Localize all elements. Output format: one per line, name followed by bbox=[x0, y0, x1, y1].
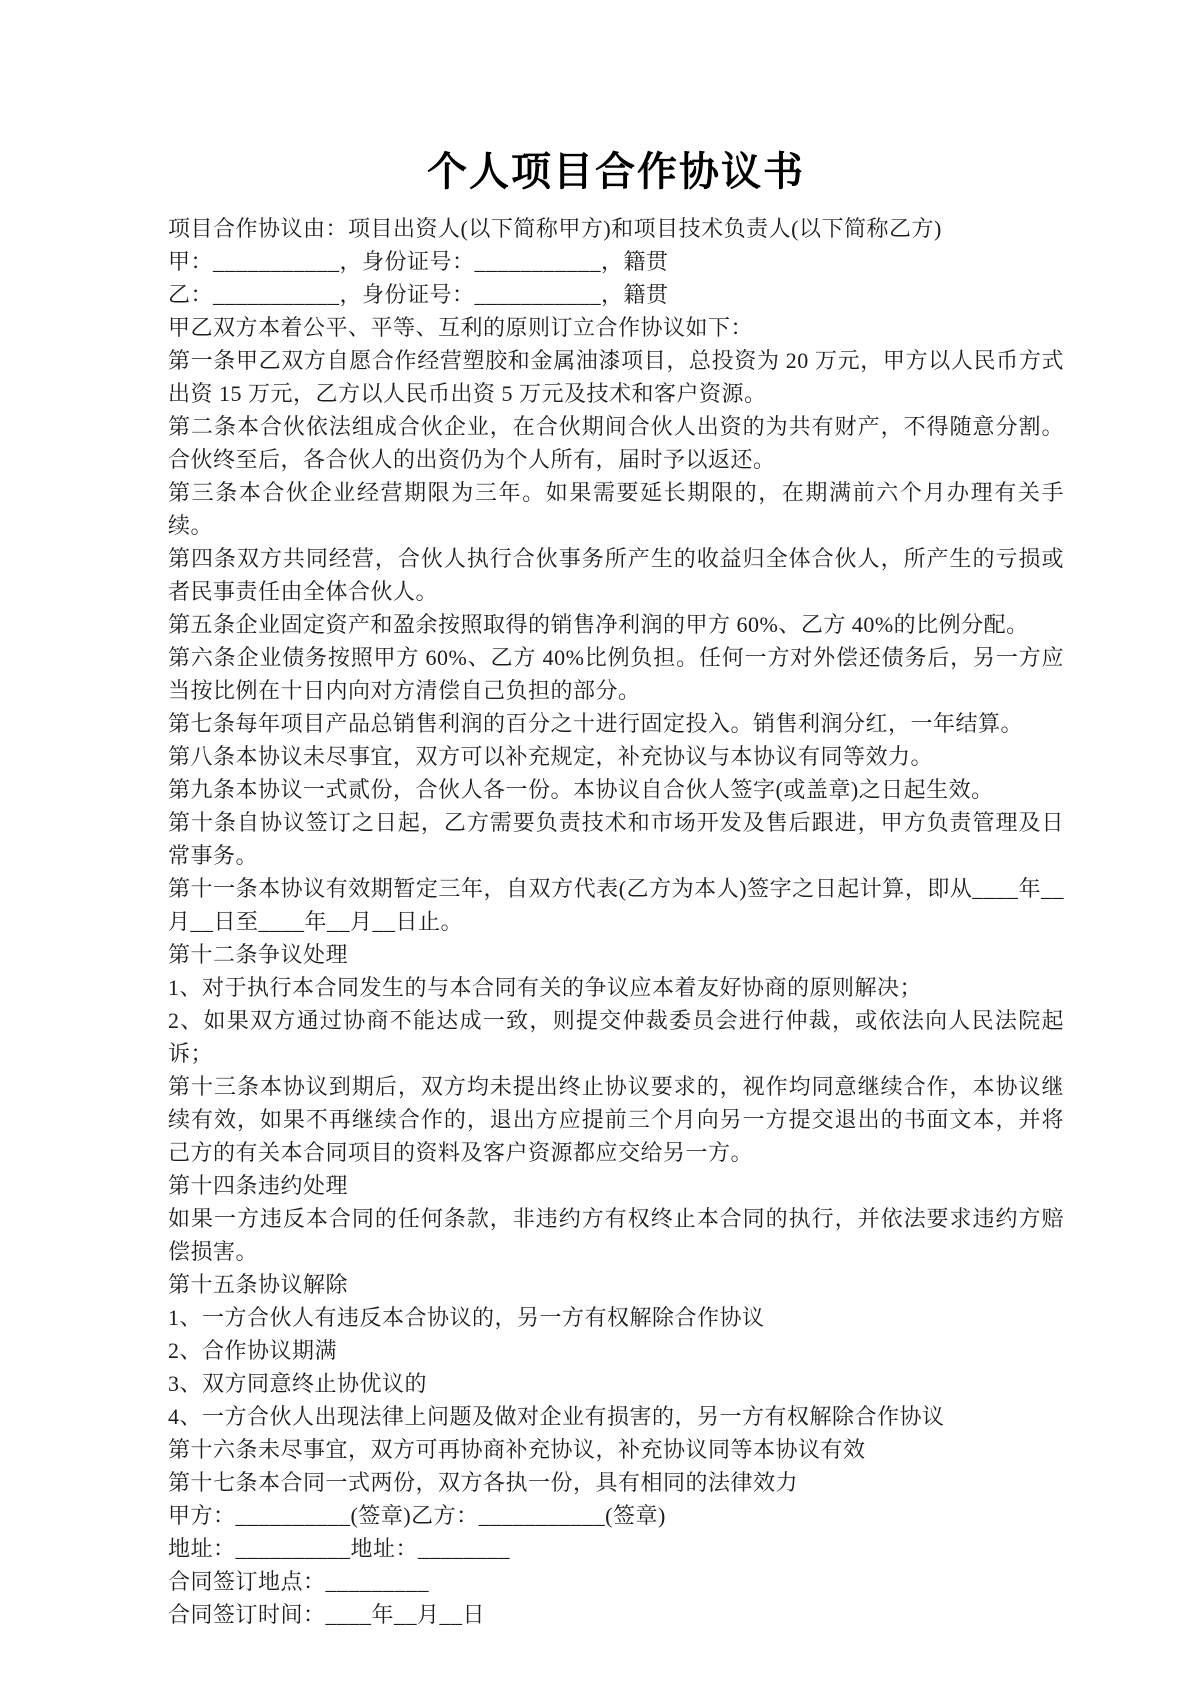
paragraph: 合同签订时间：____年__月__日 bbox=[168, 1602, 486, 1627]
paragraph: 甲方：__________(签章)乙方：___________(签章) bbox=[168, 1503, 666, 1528]
paragraph: 1、一方合伙人有违反本合协议的，另一方有权解除合作协议 bbox=[168, 1305, 765, 1330]
document-title: 个人项目合作协议书 bbox=[427, 149, 805, 194]
paragraph: 3、双方同意终止协优议的 bbox=[168, 1371, 428, 1396]
paragraph: 第十三条本协议到期后，双方均未提出终止协议要求的，视作均同意继续合作，本协议继续有效，如果不再继续合作的，退出方应提前三个月向另一方提交退出的书面文本，并将己方的有关本合同项目的资料及客户资源都应交给另一方。 bbox=[168, 1074, 1064, 1165]
paragraph: 2、如果双方通过协商不能达成一致，则提交仲裁委员会进行仲裁，或依法向人民法院起诉； bbox=[168, 1008, 1064, 1066]
paragraph: 第九条本协议一式贰份，合伙人各一份。本协议自合伙人签字(或盖章)之日起生效。 bbox=[168, 777, 994, 802]
paragraph: 甲：___________，身份证号：___________，籍贯 bbox=[168, 249, 669, 274]
paragraph: 第十七条本合同一式两份，双方各执一份，具有相同的法律效力 bbox=[168, 1470, 799, 1495]
paragraph: 合同签订地点：_________ bbox=[168, 1569, 430, 1594]
paragraph: 第十六条未尽事宜，双方可再协商补充协议，补充协议同等本协议有效 bbox=[168, 1437, 866, 1462]
paragraph: 第五条企业固定资产和盈余按照取得的销售净利润的甲方 60%、乙方 40%的比例分配。 bbox=[168, 612, 1029, 637]
paragraph: 第八条本协议未尽事宜，双方可以补充规定，补充协议与本协议有同等效力。 bbox=[168, 744, 934, 769]
paragraph: 项目合作协议由：项目出资人(以下简称甲方)和项目技术负责人(以下简称乙方) bbox=[168, 216, 942, 241]
paragraph: 第一条甲乙双方自愿合作经营塑胶和金属油漆项目，总投资为 20 万元，甲方以人民币方式出资 15 万元，乙方以人民币出资 5 万元及技术和客户资源。 bbox=[168, 348, 1064, 406]
paragraph: 第二条本合伙依法组成合伙企业，在合伙期间合伙人出资的为共有财产，不得随意分割。合伙终至后，各合伙人的出资仍为个人所有，届时予以返还。 bbox=[168, 414, 1064, 472]
paragraph: 第十四条违约处理 bbox=[168, 1173, 349, 1198]
paragraph: 2、合作协议期满 bbox=[168, 1338, 338, 1363]
paragraph: 如果一方违反本合同的任何条款，非违约方有权终止本合同的执行，并依法要求违约方赔偿损害。 bbox=[168, 1206, 1064, 1264]
paragraph: 甲乙双方本着公平、平等、互利的原则订立合作协议如下： bbox=[168, 315, 754, 340]
paragraph: 乙：___________，身份证号：___________，籍贯 bbox=[168, 282, 669, 307]
paragraph: 4、一方合伙人出现法律上问题及做对企业有损害的，另一方有权解除合作协议 bbox=[168, 1404, 945, 1429]
paragraph: 地址：__________地址：________ bbox=[168, 1536, 511, 1561]
paragraph: 第十一条本协议有效期暂定三年，自双方代表(乙方为本人)签字之日起计算，即从____年__月__日至____年__月__日止。 bbox=[168, 876, 1064, 934]
paragraph: 第四条双方共同经营，合伙人执行合伙事务所产生的收益归全体合伙人，所产生的亏损或者民事责任由全体合伙人。 bbox=[168, 546, 1064, 604]
paragraph: 第十二条争议处理 bbox=[168, 942, 349, 967]
paragraph: 第三条本合伙企业经营期限为三年。如果需要延长期限的，在期满前六个月办理有关手续。 bbox=[168, 480, 1064, 538]
document-body bbox=[168, 212, 1064, 1631]
paragraph: 第六条企业债务按照甲方 60%、乙方 40%比例负担。任何一方对外偿还债务后，另一方应当按比例在十日内向对方清偿自己负担的部分。 bbox=[168, 645, 1064, 703]
paragraph: 1、对于执行本合同发生的与本合同有关的争议应本着友好协商的原则解决； bbox=[168, 975, 923, 1000]
paragraph: 第七条每年项目产品总销售利润的百分之十进行固定投入。销售利润分红，一年结算。 bbox=[168, 711, 1024, 736]
paragraph: 第十条自协议签订之日起，乙方需要负责技术和市场开发及售后跟进，甲方负责管理及日常事务。 bbox=[168, 810, 1064, 868]
paragraph: 第十五条协议解除 bbox=[168, 1272, 349, 1297]
